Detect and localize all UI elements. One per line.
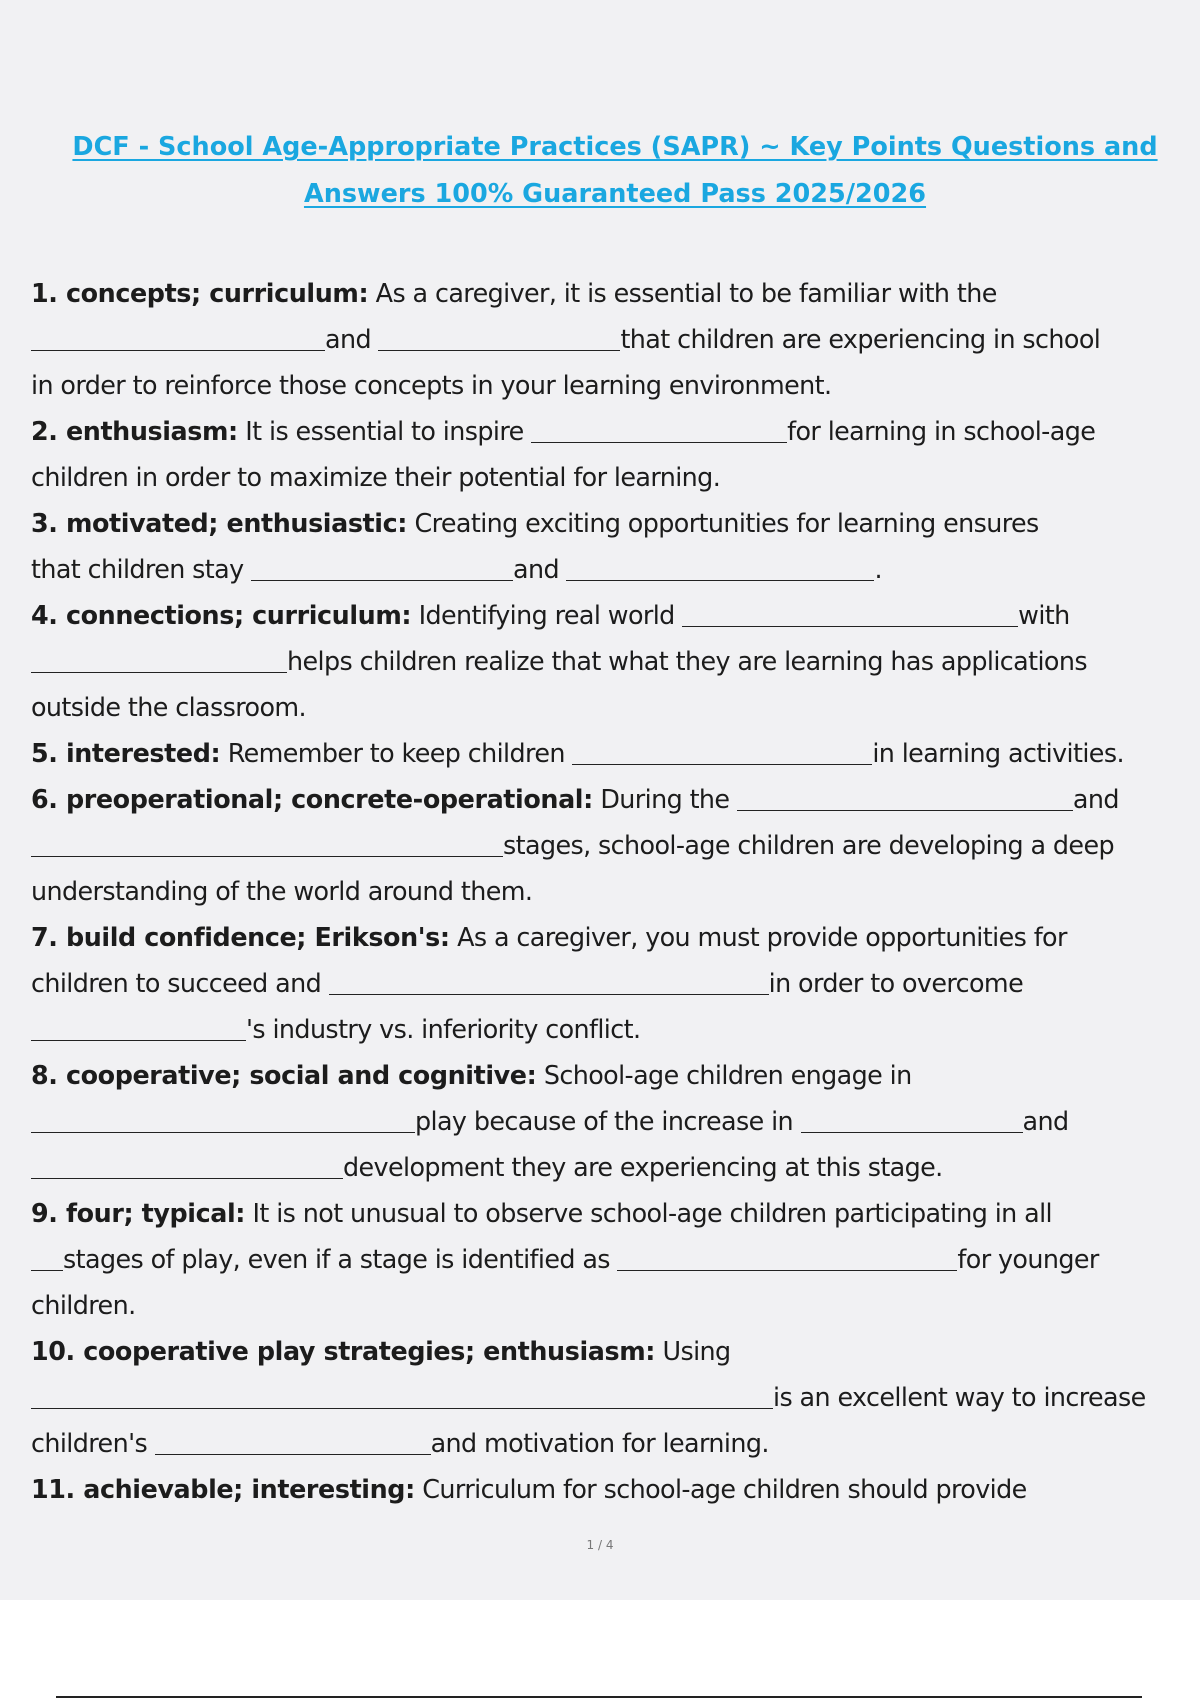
title-line-2: Answers 100% Guaranteed Pass 2025/2026 [303,179,927,209]
question-4-text: with [1018,600,1070,630]
question-1-text: that children are experiencing in school [620,324,1101,354]
answer-blank [737,809,1073,811]
question-10-text: children's [31,1428,155,1458]
question-7-text: As a caregiver, you must provide opportunities for [449,922,1067,952]
question-9-line-1 [31,1190,1196,1236]
question-2-text: for learning in school-age [787,416,1096,446]
document-title [30,124,1200,218]
question-7-line-1 [31,914,1196,960]
answer-blank [378,349,620,351]
question-6-text: stages, school-age children are developing a deep [503,830,1114,860]
question-3-answer: 3. motivated; enthusiastic: [31,508,407,538]
question-2-text: children in order to maximize their potential for learning. [31,462,721,492]
title-line-1: DCF - School Age-Appropriate Practices (SAPR) ~ Key Points Questions and [72,132,1158,162]
question-2-line-1 [31,408,1196,454]
question-6-answer: 6. preoperational; concrete-operational: [31,784,593,814]
question-5-text: Remember to keep children [220,738,573,768]
question-1-line-2 [31,316,1196,362]
question-1-text: in order to reinforce those concepts in your learning environment. [31,370,832,400]
question-8-text: play because of the increase in [415,1106,801,1136]
question-4-answer: 4. connections; curriculum: [31,600,412,630]
question-8-line-1 [31,1052,1196,1098]
question-1-line-1 [31,270,1196,316]
answer-blank [531,441,787,443]
question-7-text: children to succeed and [31,968,329,998]
answer-blank [801,1131,1023,1133]
answer-blank [566,579,874,581]
next-page-divider [56,1696,1142,1698]
question-5-answer: 5. interested: [31,738,221,768]
question-7-answer: 7. build confidence; Erikson's: [31,922,450,952]
answer-blank [155,1453,431,1455]
answer-blank [31,1131,415,1133]
answer-blank [682,625,1018,627]
answer-blank [31,671,287,673]
question-6-text: During the [592,784,737,814]
page-number: 1 / 4 [586,1538,614,1552]
question-1-line-3 [31,362,1196,408]
question-8-line-3 [31,1144,1196,1190]
question-9-answer: 9. four; typical: [31,1198,246,1228]
question-1-answer: 1. concepts; curriculum: [31,278,369,308]
answer-blank [31,1407,773,1409]
question-3-text: and [513,554,567,584]
question-4-text: helps children realize that what they are learning has applications [287,646,1087,676]
answer-blank [31,1269,63,1271]
question-11-line-1 [31,1466,1196,1512]
question-1-text: As a caregiver, it is essential to be familiar with the [368,278,997,308]
question-10-text: Using [655,1336,731,1366]
question-8-text: School-age children engage in [536,1060,912,1090]
question-6-line-1 [31,776,1196,822]
question-3-text: . [874,554,882,584]
question-list [31,270,1196,1512]
question-2-answer: 2. enthusiasm: [31,416,238,446]
question-1-text: and [325,324,379,354]
question-8-text: development they are experiencing at this stage. [343,1152,943,1182]
answer-blank [31,1039,246,1041]
question-7-line-3 [31,1006,1196,1052]
question-8-answer: 8. cooperative; social and cognitive: [31,1060,537,1090]
question-3-line-2 [31,546,1196,592]
question-9-text: for younger [957,1244,1099,1274]
question-10-text: and motivation for learning. [430,1428,769,1458]
question-10-line-1 [31,1328,1196,1374]
question-4-line-1 [31,592,1196,638]
question-9-text: stages of play, even if a stage is identified as [63,1244,618,1274]
question-5-text: in learning activities. [872,738,1124,768]
question-2-line-2 [31,454,1196,500]
question-8-text: and [1022,1106,1069,1136]
question-10-text: is an excellent way to increase [773,1382,1146,1412]
question-3-line-1 [31,500,1196,546]
answer-blank [251,579,513,581]
question-4-line-3 [31,684,1196,730]
question-6-line-3 [31,868,1196,914]
answer-blank [572,763,872,765]
answer-blank [617,1269,957,1271]
question-3-text: Creating exciting opportunities for learning ensures [407,508,1039,538]
question-9-line-2 [31,1236,1196,1282]
question-4-text: outside the classroom. [31,692,306,722]
question-6-text: understanding of the world around them. [31,876,533,906]
question-5-line-1 [31,730,1196,776]
question-8-line-2 [31,1098,1196,1144]
question-4-line-2 [31,638,1196,684]
question-10-line-3 [31,1420,1196,1466]
answer-blank [329,993,769,995]
question-10-line-2 [31,1374,1196,1420]
question-9-line-3 [31,1282,1196,1328]
question-10-answer: 10. cooperative play strategies; enthusiasm: [31,1336,656,1366]
answer-blank [31,1177,343,1179]
question-11-answer: 11. achievable; interesting: [31,1474,415,1504]
question-7-text: 's industry vs. inferiority conflict. [246,1014,641,1044]
question-7-text: in order to overcome [768,968,1024,998]
question-7-line-2 [31,960,1196,1006]
question-6-text: and [1072,784,1119,814]
question-4-text: Identifying real world [411,600,683,630]
question-6-line-2 [31,822,1196,868]
question-11-text: Curriculum for school-age children should provide [414,1474,1027,1504]
answer-blank [31,855,503,857]
question-3-text: that children stay [31,554,252,584]
question-2-text: It is essential to inspire [237,416,532,446]
question-9-text: children. [31,1290,136,1320]
answer-blank [31,349,325,351]
question-9-text: It is not unusual to observe school-age children participating in all [245,1198,1053,1228]
